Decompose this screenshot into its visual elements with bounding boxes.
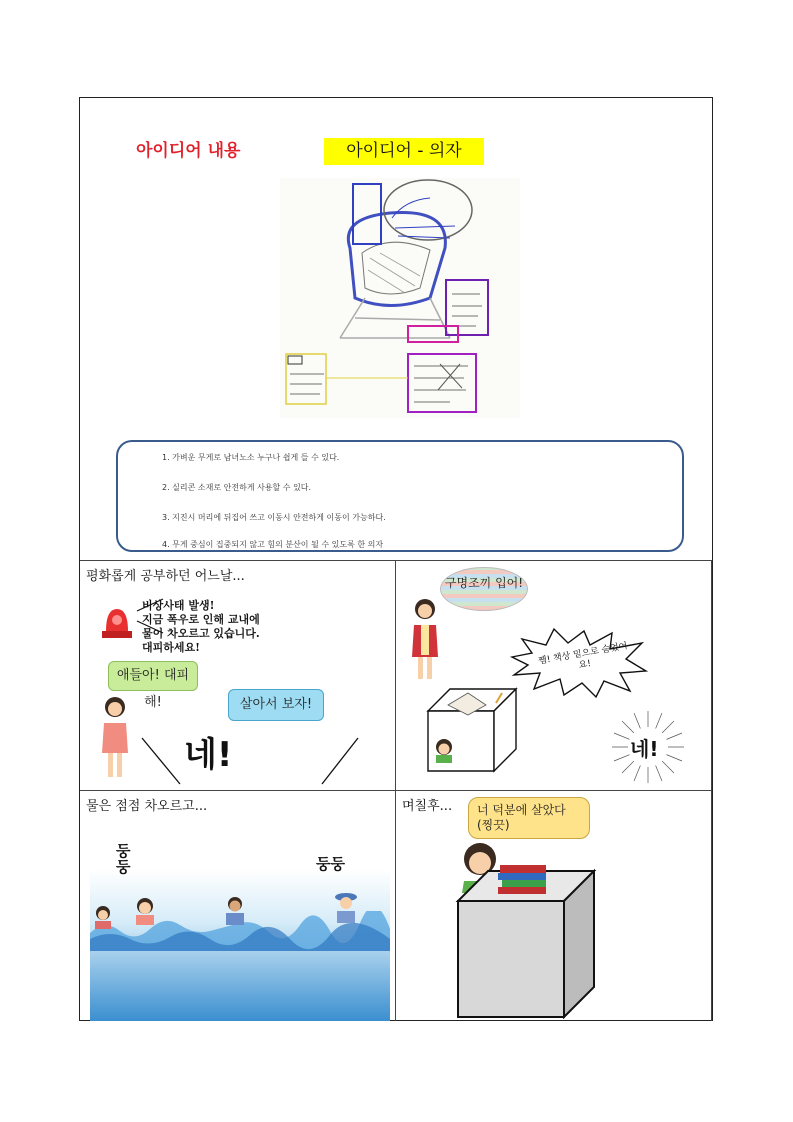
teacher-speech-bubble: 구명조끼 입어!: [440, 567, 528, 611]
sound-effect-text: 둥둥: [316, 855, 345, 873]
comic-panel-1: [80, 561, 396, 791]
idea-title: 아이디어 - 의자: [324, 138, 484, 165]
comic-panel-4: [396, 791, 712, 1021]
speech-bubble: 너 덕분에 살았다(찡끗): [468, 797, 590, 839]
floating-student-icon: [92, 905, 114, 929]
teacher-speech-bubble: 애들아! 대피해!: [108, 661, 198, 691]
student-girl-icon: [98, 695, 132, 781]
sound-effect-text: 둥 둥: [116, 842, 131, 876]
feature-item: 1. 가벼운 무게로 남녀노소 누구나 쉽게 들 수 있다.: [162, 453, 340, 462]
chair-sketch-image: [280, 178, 520, 418]
alert-line: 대피하세요!: [142, 641, 200, 654]
shout-text: 네!: [630, 737, 659, 761]
floating-student-icon: [332, 891, 360, 925]
teacher-icon: [408, 597, 442, 683]
student-speech-bubble: 살아서 보자!: [228, 689, 324, 721]
burst-text: 쨈! 책상 밑으로 숨었어요!: [537, 641, 629, 671]
alert-line: 물이 차오르고 있습니다.: [142, 627, 260, 640]
comic-grid: [80, 560, 712, 1021]
document-frame: [79, 97, 713, 1021]
features-list-box: [116, 440, 684, 552]
panel-caption: 평화롭게 공부하던 어느날...: [86, 569, 245, 584]
idea-label: 아이디어 내용: [136, 141, 241, 161]
excitement-lines: [140, 736, 360, 786]
siren-icon: [98, 601, 138, 641]
floating-student-icon: [222, 895, 248, 925]
desk-box-icon: [454, 841, 602, 1019]
panel-caption: 며칠후...: [402, 799, 453, 814]
feature-item: 3. 지진시 머리에 뒤집어 쓰고 이동시 안전하게 이동이 가능하다.: [162, 513, 386, 522]
shout-text: 네!: [184, 735, 233, 775]
panel-caption: 물은 점점 차오르고...: [86, 799, 208, 814]
alert-line: 비상사태 발생!: [142, 599, 215, 612]
feature-item: 4. 무게 중심이 집중되지 않고 힘의 분산이 될 수 있도록 한 의자: [162, 540, 384, 549]
comic-panel-2: [396, 561, 712, 791]
alert-line: 지금 폭우로 인해 교내에: [142, 613, 260, 626]
comic-panel-3: [80, 791, 396, 1021]
desk-box-icon: [424, 685, 520, 773]
alert-message: [142, 599, 260, 655]
feature-item: 2. 실리콘 소재로 안전하게 사용할 수 있다.: [162, 483, 312, 492]
floating-student-icon: [132, 897, 158, 925]
